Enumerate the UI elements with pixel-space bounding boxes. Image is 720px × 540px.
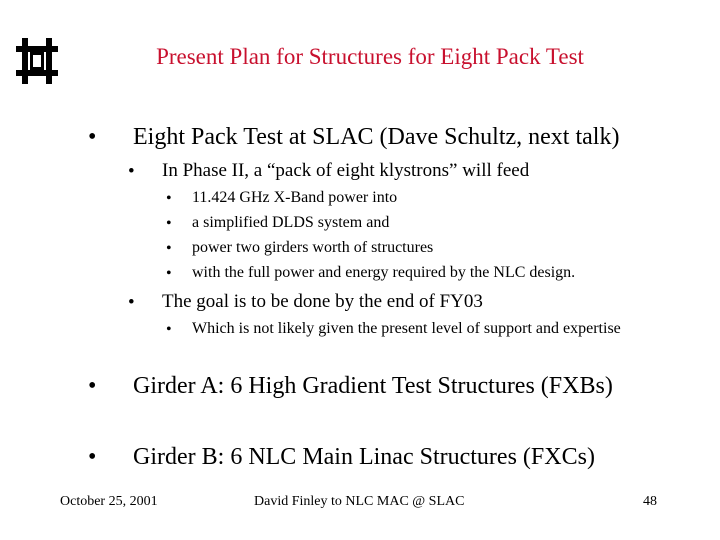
bullet-dot: • [166, 190, 172, 207]
bullet-xband-power: 11.424 GHz X-Band power into [192, 189, 398, 206]
footer-date: October 25, 2001 [60, 494, 158, 509]
bullet-not-likely: Which is not likely given the present level of support and expertise [192, 320, 621, 337]
bullet-phase-ii: In Phase II, a “pack of eight klystrons” will feed [162, 160, 530, 181]
bullet-full-power: with the full power and energy required by the NLC design. [192, 264, 576, 281]
bullet-dot: • [166, 240, 172, 257]
bullet-dot: • [88, 373, 97, 399]
bullet-girder-b: Girder B: 6 NLC Main Linac Structures (FXCs) [133, 444, 595, 470]
bullet-dot: • [88, 124, 97, 150]
bullet-goal-fy03: The goal is to be done by the end of FY03 [162, 291, 483, 312]
bullet-two-girders: power two girders worth of structures [192, 239, 434, 256]
bullet-dot: • [128, 292, 135, 313]
bullet-eight-pack-test: Eight Pack Test at SLAC (Dave Schultz, next talk) [133, 124, 620, 150]
bullet-dot: • [88, 444, 97, 470]
footer-page-number: 48 [643, 494, 657, 509]
bullet-dlds-system: a simplified DLDS system and [192, 214, 390, 231]
bullet-dot: • [128, 161, 135, 182]
slide-title: Present Plan for Structures for Eight Pack Test [156, 44, 584, 69]
bullet-dot: • [166, 321, 172, 338]
bullet-girder-a: Girder A: 6 High Gradient Test Structures (FXBs) [133, 373, 613, 399]
footer-presenter: David Finley to NLC MAC @ SLAC [254, 494, 465, 509]
bullet-dot: • [166, 265, 172, 282]
bullet-dot: • [166, 215, 172, 232]
